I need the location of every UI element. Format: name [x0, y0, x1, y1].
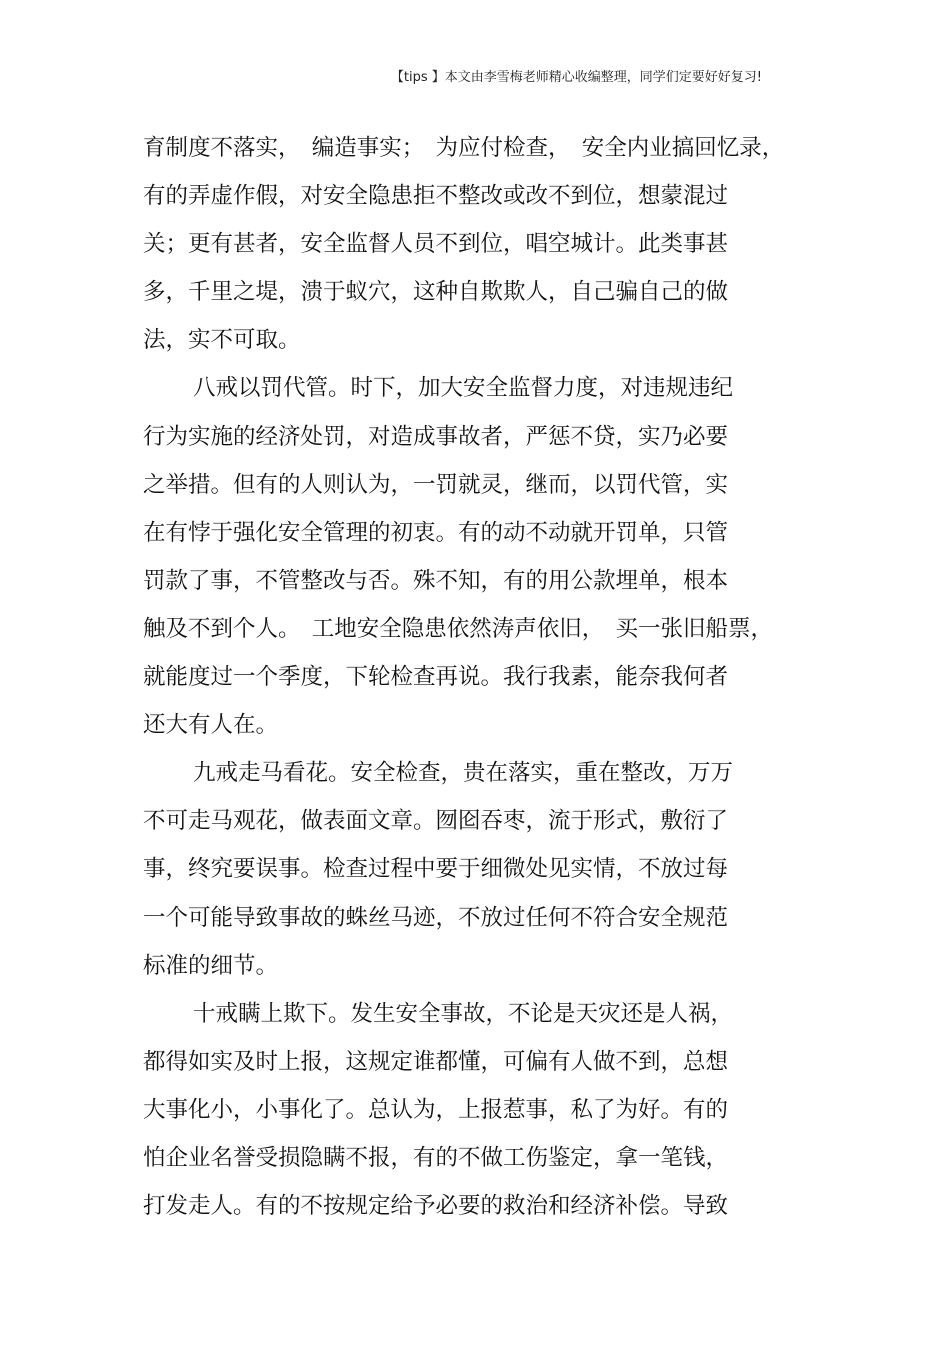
body-line: 还大有人在。	[143, 712, 279, 739]
body-line: 法，实不可取。	[143, 327, 301, 354]
body-line: 育制度不落实， 编造事实； 为应付检查， 安全内业搞回忆录，	[143, 135, 785, 161]
body-line: 标准的细节。	[143, 952, 279, 979]
body-line: 打发走人。有的不按规定给予必要的救治和经济补偿。导致	[143, 1193, 729, 1220]
body-line: 行为实施的经济处罚，对造成事故者，严惩不贷，实乃必要	[143, 423, 729, 450]
body-line: 触及不到个人。 工地安全隐患依然涛声依旧， 买一张旧船票，	[143, 615, 774, 642]
body-line: 怕企业名誉受损隐瞒不报，有的不做工伤鉴定，拿一笔钱，	[143, 1144, 729, 1171]
body-line: 事，终究要误事。检查过程中要于细微处见实情，不放过每	[143, 856, 729, 883]
body-line: 不可走马观花，做表面文章。囫囵吞枣，流于形式，敷衍了	[143, 808, 729, 835]
body-line: 之举措。但有的人则认为，一罚就灵，继而，以罚代管，实	[143, 471, 729, 498]
body-line: 大事化小，小事化了。总认为，上报惹事，私了为好。有的	[143, 1096, 729, 1123]
body-line: 就能度过一个季度，下轮检查再说。我行我素，能奈我何者	[143, 664, 729, 691]
paragraph-start-line: 九戒走马看花。安全检查，贵在落实，重在整改，万万	[193, 760, 734, 787]
document-body	[143, 124, 803, 1230]
body-line: 有的弄虚作假，对安全隐患拒不整改或改不到位，想蒙混过	[143, 183, 729, 210]
body-line: 都得如实及时上报，这规定谁都懂，可偏有人做不到，总想	[143, 1048, 729, 1075]
paragraph-start-line: 十戒瞒上欺下。发生安全事故，不论是天灾还是人祸，	[193, 1000, 734, 1027]
body-line: 多，千里之堤，溃于蚁穴，这种自欺欺人，自己骗自己的做	[143, 279, 729, 306]
header-tips-note: 【tips 】本文由李雪梅老师精心收编整理，同学们定要好好复习!	[390, 70, 762, 85]
body-line: 在有悖于强化安全管理的初衷。有的动不动就开罚单，只管	[143, 519, 729, 546]
paragraph-start-line: 八戒以罚代管。时下，加大安全监督力度，对违规违纪	[193, 375, 734, 402]
body-line: 一个可能导致事故的蛛丝马迹，不放过任何不符合安全规范	[143, 904, 729, 931]
body-line: 罚款了事，不管整改与否。殊不知，有的用公款埋单，根本	[143, 567, 729, 594]
body-line: 关；更有甚者，安全监督人员不到位，唱空城计。此类事甚	[143, 231, 729, 258]
